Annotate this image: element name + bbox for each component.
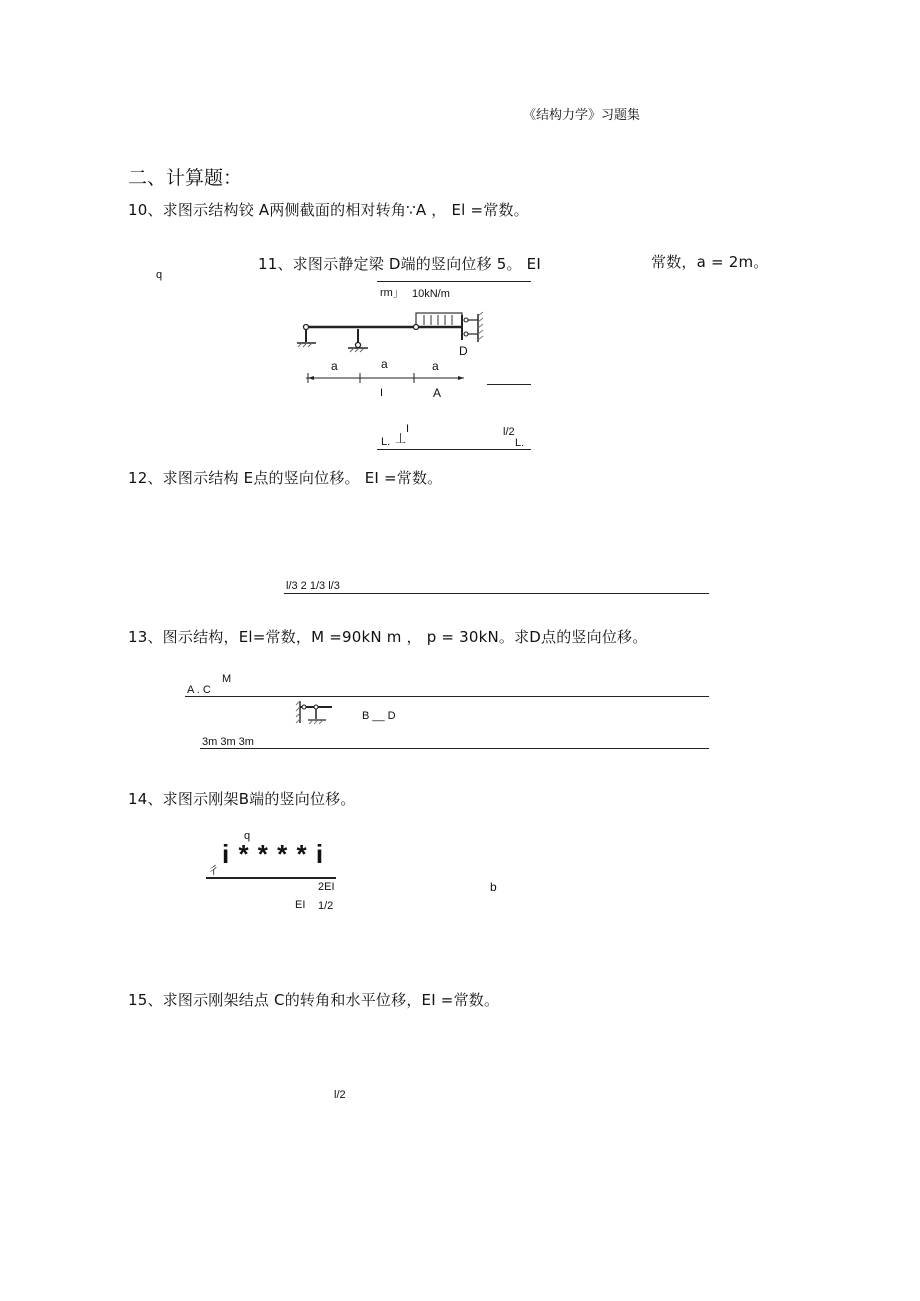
problem-14-label-q: q: [244, 830, 251, 842]
problem-15-text: 15、求图示刚架结点 C的转角和水平位移，EI =常数。: [128, 991, 500, 1009]
problem-11-label-L2: L.: [515, 437, 525, 449]
problem-13-support-diagram: [296, 699, 336, 729]
problem-14-label-left: 彳: [208, 865, 219, 877]
document-header: 《结构力学》习题集: [523, 108, 641, 123]
problem-13-label-M: M: [222, 673, 232, 685]
problem-13-top-line: [185, 696, 709, 697]
problem-11-label-L1: L.: [381, 436, 391, 448]
problem-14-load-row: i * * * * i: [222, 839, 325, 869]
problem-12-text: 12、求图示结构 E点的竖向位移。 EI =常数。: [128, 469, 443, 487]
problem-14-label-b: b: [490, 880, 497, 894]
problem-11-top-line: [377, 281, 531, 282]
problem-11-dim-a2: a: [381, 357, 388, 371]
problem-14-text: 14、求图示刚架B端的竖向位移。: [128, 790, 356, 808]
problem-11-label-q: q: [156, 269, 163, 281]
problem-11-label-rm: rm」: [380, 287, 404, 299]
problem-11-text-right: 常数，a = 2m。: [651, 253, 769, 271]
problem-13-dims: 3m 3m 3m: [202, 736, 254, 748]
problem-15-label-half: l/2: [334, 1089, 346, 1101]
problem-11-label-tick: 丄: [395, 433, 406, 445]
problem-13-text: 13、图示结构，El=常数，M =90kN m ， p = 30kN。求D点的竖向位移。: [128, 628, 648, 646]
problem-11-short-line: [487, 384, 531, 385]
problem-11-text: 11、求图示静定梁 D端的竖向位移 5。 EI: [258, 255, 541, 273]
problem-14-label-half: 1/2: [318, 900, 334, 912]
problem-10-text: 10、求图示结构铰 A两侧截面的相对转角∵A ， El =常数。: [128, 201, 529, 219]
problem-14-label-EI: EI: [295, 899, 306, 911]
problem-11-load-label: 10kN/m: [412, 288, 450, 300]
problem-11-label-I2: I: [406, 423, 410, 435]
problem-11-dimension-line: [306, 370, 466, 386]
problem-14-label-2EI: 2EI: [318, 881, 335, 893]
problem-12-dims: l/3 2 1/3 l/3: [286, 580, 340, 592]
problem-11-label-half: l/2: [503, 426, 515, 438]
problem-13-label-AC: A . C: [187, 684, 211, 696]
problem-14-beam-line: [206, 877, 336, 879]
problem-11-dim-a3: a: [432, 359, 439, 373]
problem-11-dim-a1: a: [331, 359, 338, 373]
section-title: 二、计算题：: [128, 167, 243, 189]
problem-13-label-BD: B __ D: [362, 710, 396, 722]
problem-13-bottom-line: [200, 748, 709, 749]
problem-11-label-D: D: [459, 344, 468, 358]
problem-11-label-A: A: [433, 386, 442, 400]
problem-12-baseline: [284, 593, 709, 594]
problem-11-bottom-line: [377, 449, 531, 450]
problem-11-label-I: I: [380, 387, 384, 399]
